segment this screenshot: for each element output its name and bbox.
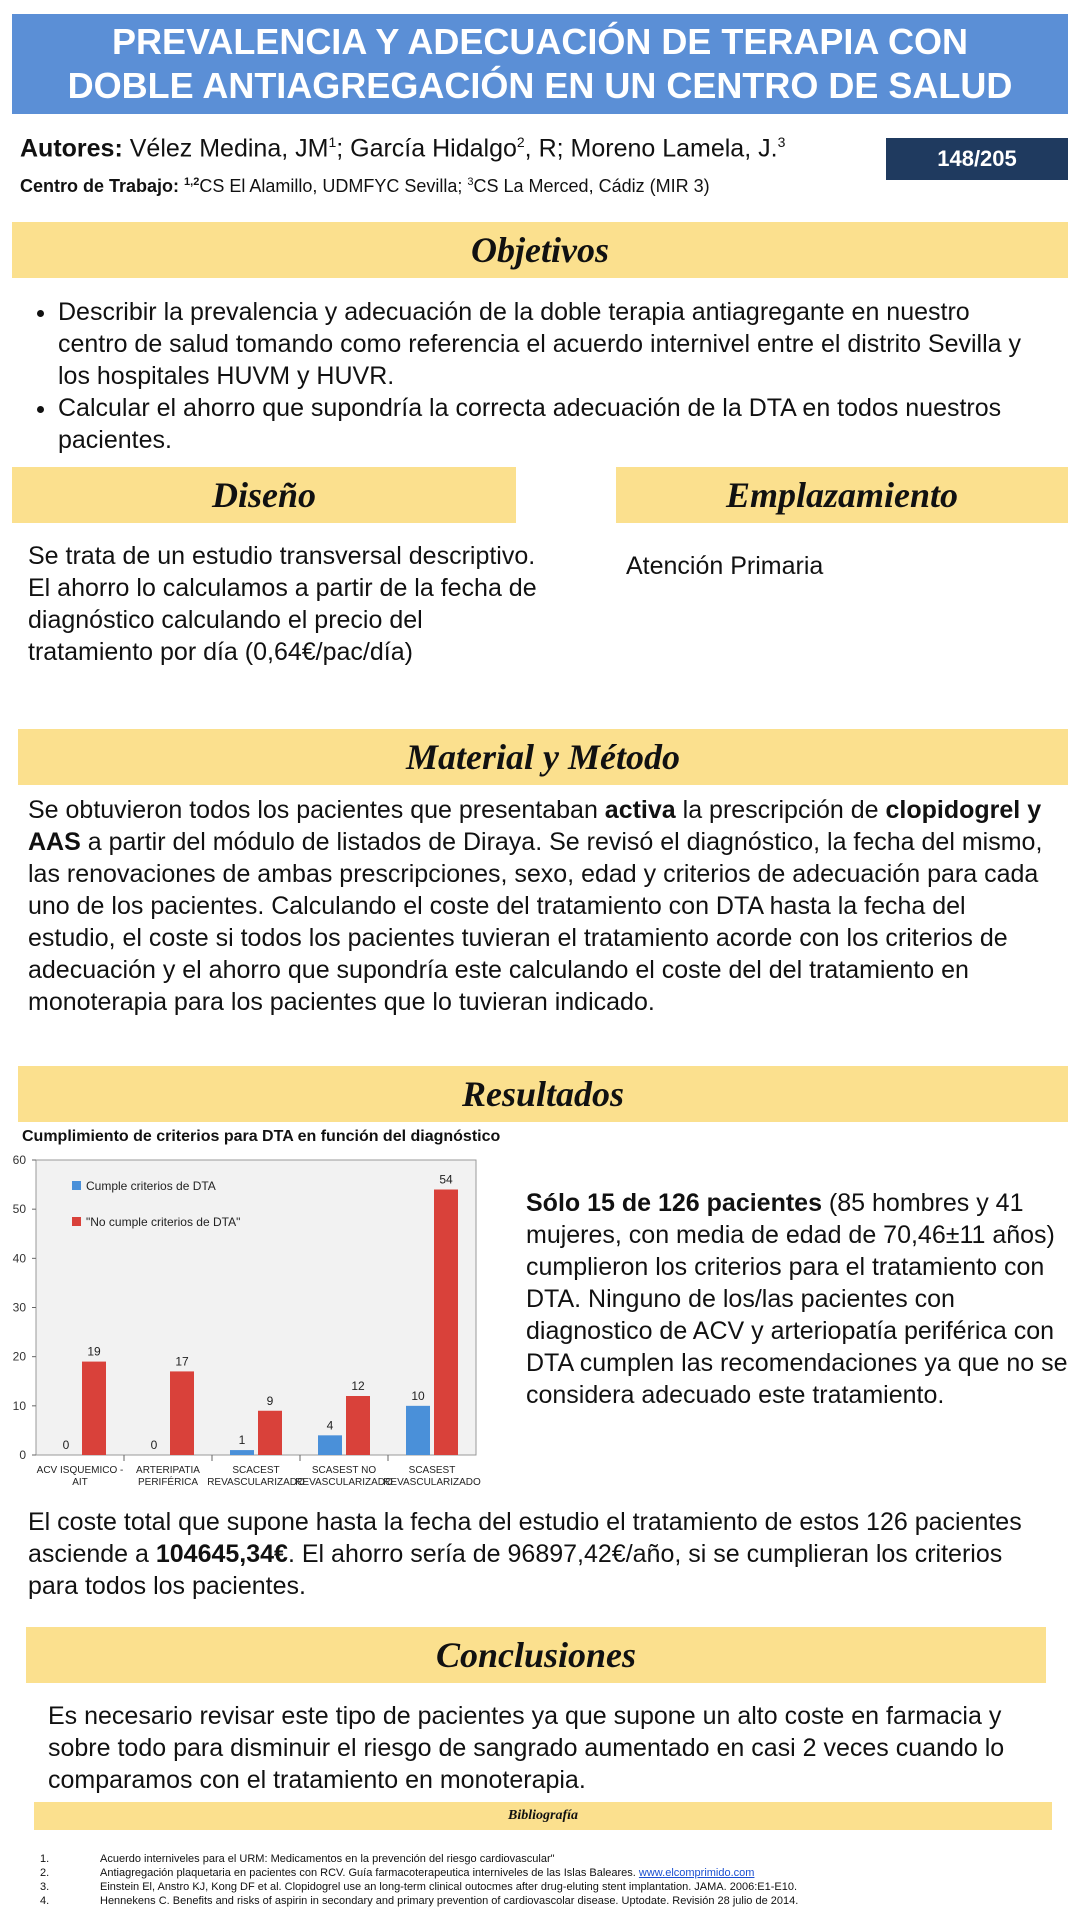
bar-cumple (406, 1406, 430, 1455)
data-label: 4 (326, 1418, 334, 1433)
author-2-sup: 2 (516, 134, 525, 150)
data-label: 0 (62, 1438, 70, 1452)
objetivos-body (22, 296, 1042, 456)
title-line-1: PREVALENCIA Y ADECUACIÓN DE TERAPIA CON (111, 21, 969, 62)
reference-item: 3. Einstein El, Anstro KJ, Kong DF et al. Clopidogrel use an long-term clinical outocmes after drug-eluting stent implantation. JAMA. 2006:E1-E10. (40, 1881, 798, 1893)
x-tick-label: SCACEST (232, 1465, 280, 1476)
objetivo-item: • Describir la prevalencia y adecuación de la doble terapia antiagregante en nuestro centro de salud tomando como referencia el acuerdo internivel entre el distrito Sevilla y los hospitales HUVM y HUVR. (58, 296, 1042, 392)
x-tick-label: REVASCULARIZADO (207, 1477, 305, 1488)
results-bar-chart (0, 1150, 500, 1490)
poster-title (12, 14, 1068, 114)
reference-item: 4. Hennekens C. Benefits and risks of aspirin in secondary and primary prevention of cardiovascolar disease. Uptodate. Revisión 28 julio de 2014. (40, 1895, 799, 1907)
data-label: 19 (87, 1344, 101, 1359)
section-diseno: Diseño (12, 467, 516, 523)
x-tick-label: SCASEST (408, 1465, 456, 1476)
coste-text-1: El coste total que supone hasta la fecha del estudio el tratamiento de estos 126 pacientes asciende a (28, 1508, 1022, 1568)
author-2: ; García Hidalgo (336, 134, 517, 163)
data-label: 0 (150, 1438, 158, 1452)
bar-no-cumple (82, 1362, 106, 1455)
reference-link[interactable]: www.elcomprimido.com (638, 1867, 755, 1879)
material-bold-2: clopidogrel y AAS (28, 796, 1042, 856)
legend-label: Cumple criterios de DTA (86, 1179, 216, 1193)
diseno-paragraph-1: Se trata de un estudio transversal descriptivo. (28, 542, 536, 570)
x-tick-label: SCASEST NO (311, 1465, 377, 1476)
data-label: 10 (411, 1388, 425, 1403)
material-text-1: Se obtuvieron todos los pacientes que presentaban (28, 796, 605, 824)
x-tick-label: AIT (72, 1477, 88, 1488)
bar-no-cumple (170, 1371, 194, 1455)
legend-swatch (72, 1217, 81, 1226)
material-bold-1: activa (604, 796, 676, 824)
reference-item: 2. Antiagregación plaquetaria en pacientes con RCV. Guía farmacoterapeutica interniveles de las Islas Baleares. www.elcomprimido.com (40, 1867, 755, 1879)
reference-item: 1. Acuerdo interniveles para el URM: Medicamentos en la prevención del riesgo cardiovascular" (40, 1853, 555, 1865)
centro-sup-12: 1,2 (184, 176, 200, 188)
section-conclusiones: Conclusiones (26, 1627, 1046, 1683)
y-tick-label: 30 (12, 1300, 26, 1315)
centro-label: Centro de Trabajo: (20, 176, 185, 196)
chart-title: Cumplimiento de criterios para DTA en función del diagnóstico (22, 1128, 501, 1145)
bar-cumple (318, 1435, 342, 1455)
bar-cumple (230, 1450, 254, 1455)
diseno-body (28, 540, 548, 668)
x-tick-label: ACV ISQUEMICO - (36, 1465, 124, 1476)
section-objetivos: Objetivos (12, 222, 1068, 278)
authors-label: Autores: (20, 134, 123, 163)
title-line-2: DOBLE ANTIAGREGACIÓN EN UN CENTRO DE SALUD (67, 65, 1013, 106)
coste-text-2: . El ahorro sería de 96897,42€/año, si se cumplieran los criterios para todos los pacientes. (28, 1540, 1003, 1600)
y-tick-label: 20 (12, 1349, 26, 1364)
section-bibliografia: Bibliografía (34, 1802, 1052, 1830)
author-1-sup: 1 (328, 134, 337, 150)
x-tick-label: PERIFÉRICA (137, 1477, 199, 1488)
author-3: , R; Moreno Lamela, J. (524, 134, 778, 163)
centro-text-2: CS La Merced, Cádiz (MIR 3) (473, 176, 710, 196)
section-resultados: Resultados (18, 1066, 1068, 1122)
section-emplazamiento: Emplazamiento (616, 467, 1068, 523)
work-centre-line (20, 176, 710, 197)
centro-sup-3: 3 (467, 176, 474, 188)
diseno-paragraph-2: El ahorro lo calculamos a partir de la fecha de diagnóstico calculando el precio del tratamiento por día (0,64€/pac/día) (28, 574, 537, 666)
author-3-sup: 3 (777, 134, 786, 150)
legend-swatch (72, 1181, 81, 1190)
legend-label: "No cumple criterios de DTA" (86, 1215, 241, 1229)
data-label: 1 (238, 1433, 246, 1448)
bar-no-cumple (258, 1411, 282, 1455)
author-1: Vélez Medina, JM (122, 134, 329, 163)
data-label: 17 (175, 1354, 189, 1369)
data-label: 12 (351, 1379, 365, 1393)
centro-text-1: CS El Alamillo, UDMFYC Sevilla; (199, 176, 468, 196)
resultados-body (526, 1187, 1071, 1411)
y-tick-label: 0 (19, 1448, 26, 1462)
x-tick-label: REVASCULARIZADO (295, 1477, 393, 1488)
y-tick-label: 40 (12, 1251, 26, 1266)
emplazamiento-body: Atención Primaria (626, 552, 824, 580)
y-tick-label: 50 (12, 1202, 26, 1217)
x-tick-label: REVASCULARIZADO (383, 1477, 481, 1488)
conclusiones-body: Es necesario revisar este tipo de pacientes ya que supone un alto coste en farmacia y sobre todo para disminuir el riesgo de sangrado aumentado en casi 2 veces cuando lo comparamos con el tratamiento en monoterapia. (48, 1702, 1005, 1794)
objetivo-item: • Calcular el ahorro que supondría la correcta adecuación de la DTA en todos nuestros pacientes. (58, 392, 1042, 456)
data-label: 54 (439, 1172, 453, 1187)
y-tick-label: 60 (12, 1153, 26, 1167)
references-list (40, 1852, 1050, 1908)
resultados-bold: Sólo 15 de 126 pacientes (526, 1189, 822, 1217)
section-material-metodo: Material y Método (18, 729, 1068, 785)
coste-bold: 104645,34€ (155, 1540, 288, 1568)
x-tick-label: ARTERIPATIA (136, 1465, 200, 1476)
material-body (28, 794, 1058, 1018)
authors-line (20, 134, 785, 163)
objetivos-list (22, 296, 1042, 456)
bar-no-cumple (434, 1190, 458, 1456)
coste-body (28, 1506, 1058, 1602)
material-text-3: a partir del módulo de listados de Diraya. Se revisó el diagnóstico, la fecha del mismo, las renovaciones de ambas prescripciones, sexo, edad y criterios de adecuación para cada uno de los pacientes. Calculando el coste del tratamiento con DTA hasta la fecha del estudio, el coste si todos los pacientes tuvieran el tratamiento acorde con los criterios de adecuación y el ahorro que supondría este calculando el coste del del tratamiento en monoterapia para los pacientes que lo tuvieran indicado. (28, 828, 1043, 1016)
material-text-2: la prescripción de (675, 796, 886, 824)
poster-number-badge: 148/205 (886, 138, 1068, 180)
bar-no-cumple (346, 1396, 370, 1455)
resultados-text: (85 hombres y 41 mujeres, con media de edad de 70,46±11 años) cumplieron los criterios para el tratamiento con DTA. Ninguno de los/las pacientes con diagnostico de ACV y arteriopatía periférica con DTA cumplen las recomendaciones ya que no se considera adecuado este tratamiento. (526, 1189, 1068, 1409)
y-tick-label: 10 (12, 1398, 26, 1413)
data-label: 9 (266, 1393, 274, 1408)
